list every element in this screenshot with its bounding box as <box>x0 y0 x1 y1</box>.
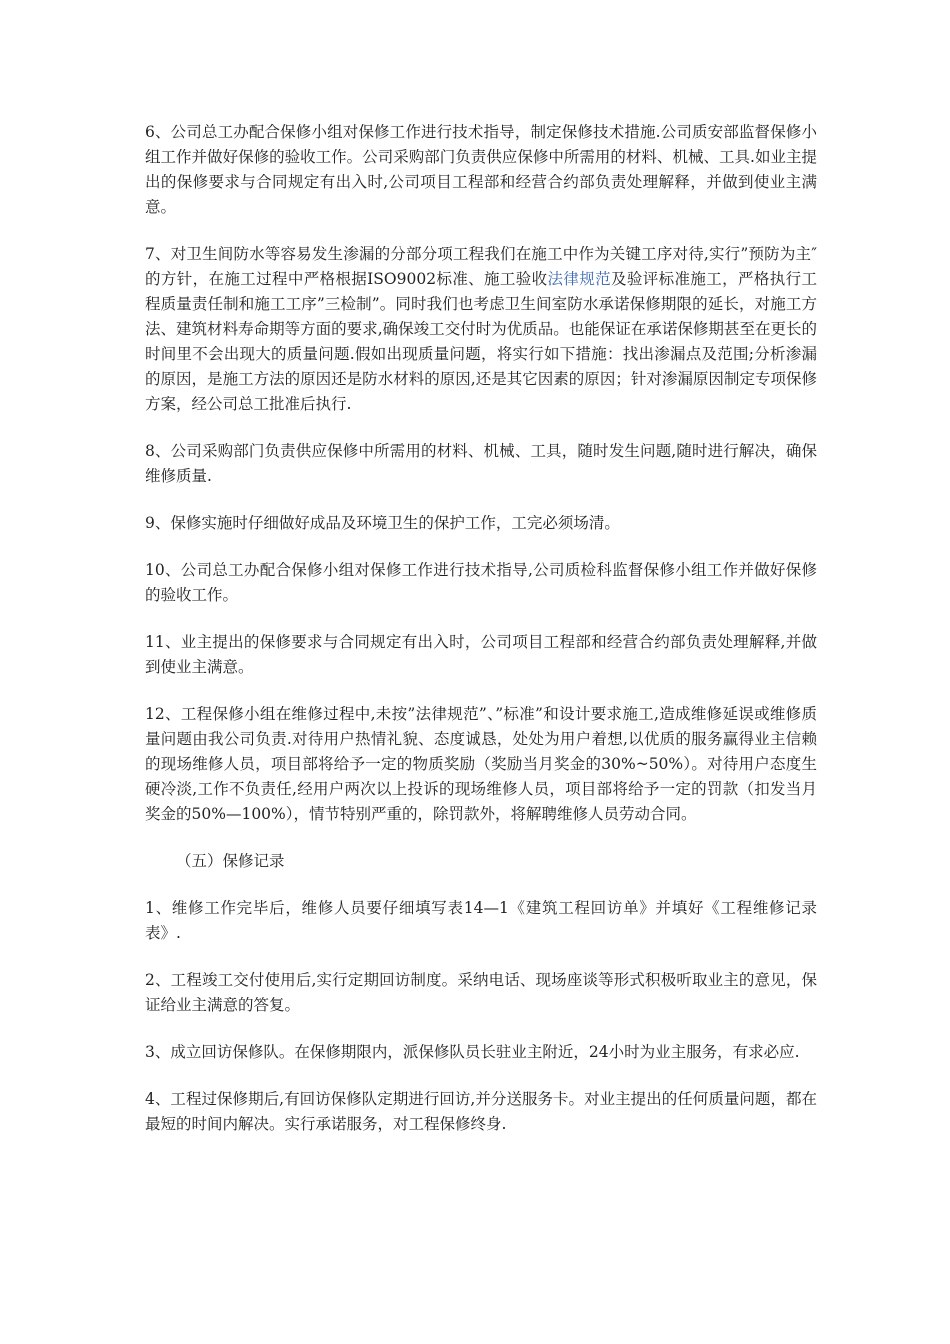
document-body <box>145 120 817 1159</box>
paragraph-7 <box>145 242 817 417</box>
record-item-2: 2、工程竣工交付使用后,实行定期回访制度。采纳电话、现场座谈等形式积极听取业主的意见，保证给业主满意的答复。 <box>145 971 817 1014</box>
paragraph-10: 10、公司总工办配合保修小组对保修工作进行技术指导,公司质检科监督保修小组工作并做好保修的验收工作。 <box>145 561 817 604</box>
paragraph-7-text-b: 及验评标准施工，严格执行工程质量责任制和施工工序”三检制”。同时我们也考虑卫生间室防水承诺保修期限的延长，对施工方法、建筑材料寿命期等方面的要求,确保竣工交付时为优质品。也能保证在承诺保修期甚至在更长的时间里不会出现大的质量问题.假如出现质量问题，将实行如下措施：找出渗漏点及范围;分析渗漏的原因，是施工方法的原因还是防水材料的原因,还是其它因素的原因；针对渗漏原因制定专项保修方案，经公司总工批准后执行. <box>145 270 817 413</box>
paragraph-8: 8、公司采购部门负责供应保修中所需用的材料、机械、工具，随时发生问题,随时进行解决，确保维修质量. <box>145 442 817 485</box>
legal-norms-link[interactable]: 法律规范 <box>547 270 612 288</box>
paragraph-12: 12、工程保修小组在维修过程中,未按”法律规范”、”标准”和设计要求施工,造成维修延误或维修质量问题由我公司负责.对待用户热情礼貌、态度诚恳，处处为用户着想,以优质的服务赢得业主信赖的现场维修人员，项目部将给予一定的物质奖励（奖励当月奖金的30%~50%）。对待用户态度生硬冷淡,工作不负责任,经用户两次以上投诉的现场维修人员，项目部将给予一定的罚款（扣发当月奖金的50%—100%），情节特别严重的，除罚款外，将解聘维修人员劳动合同。 <box>145 705 817 823</box>
section-heading-records: （五）保修记录 <box>176 852 285 870</box>
record-item-3: 3、成立回访保修队。在保修期限内，派保修队员长驻业主附近，24小时为业主服务，有求必应. <box>145 1043 800 1061</box>
record-item-1: 1、维修工作完毕后，维修人员要仔细填写表14—1《建筑工程回访单》并填好《工程维修记录表》. <box>145 899 817 942</box>
record-item-4: 4、工程过保修期后,有回访保修队定期进行回访,并分送服务卡。对业主提出的任何质量问题，都在最短的时间内解决。实行承诺服务，对工程保修终身. <box>145 1090 817 1133</box>
paragraph-9: 9、保修实施时仔细做好成品及环境卫生的保护工作，工完必须场清。 <box>145 514 620 532</box>
paragraph-7-text-a: 7、对卫生间防水等容易发生渗漏的分部分项工程我们在施工中作为关键工序对待,实行”预防为主″的方针，在施工过程中严格根据ISO9002标准、施工验收 <box>145 245 817 288</box>
paragraph-6: 6、公司总工办配合保修小组对保修工作进行技术指导，制定保修技术措施.公司质安部监督保修小组工作并做好保修的验收工作。公司采购部门负责供应保修中所需用的材料、机械、工具.如业主提出的保修要求与合同规定有出入时,公司项目工程部和经营合约部负责处理解释，并做到使业主满意。 <box>145 123 817 216</box>
paragraph-11: 11、业主提出的保修要求与合同规定有出入时，公司项目工程部和经营合约部负责处理解释,并做到使业主满意。 <box>145 633 817 676</box>
